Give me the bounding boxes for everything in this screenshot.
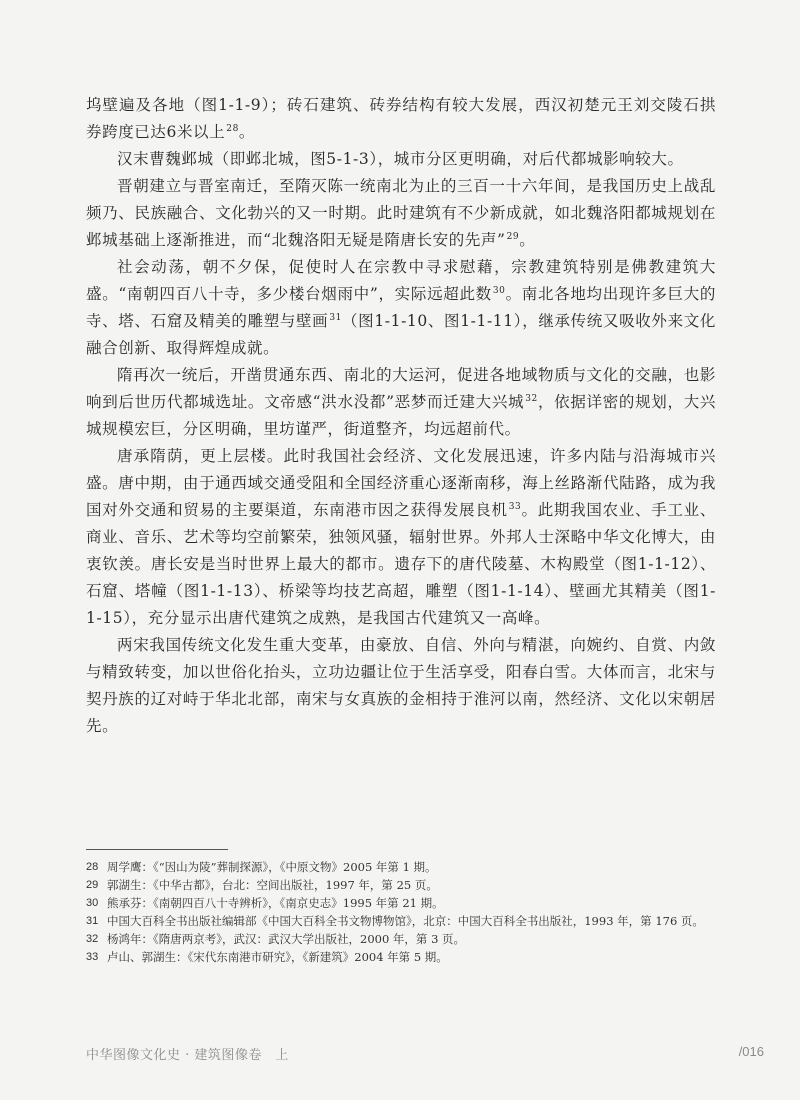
footnote-divider (86, 849, 228, 850)
footnote (86, 948, 716, 966)
paragraph (86, 443, 716, 632)
paragraph-text: 唐承隋荫，更上层楼。此时我国社会经济、文化发展迅速，许多内陆与沿海城市兴盛。唐中期，由于通西域交通受阻和全国经济重心逐渐南移，海上丝路渐代陆路，成为我国对外交通和贸易的主要渠道，东南港市因之获得发展良机 (86, 447, 716, 519)
footnote-number: 31 (86, 915, 99, 927)
footnote-text: 郭湖生：《中华古都》，台北：空间出版社，1997 年，第 25 页。 (107, 878, 438, 892)
paragraph (86, 173, 716, 254)
paragraph (86, 92, 716, 146)
running-footer-title: 中华图像文化史 · 建筑图像卷 上 (86, 1048, 289, 1063)
paragraph-text: 社会动荡，朝不夕保，促使时人在宗教中寻求慰藉，宗教建筑特别是佛教建筑大盛。“南朝四百八十寺，多少楼台烟雨中”，实际远超此数 (86, 258, 716, 303)
paragraph-text: 。此期我国农业、手工业、商业、音乐、艺术等均空前繁荣，独领风骚，辐射世界。外邦人士深略中华文化博大，由衷钦羡。唐长安是当时世界上最大的都市。遗存下的唐代陵墓、木构殿堂（图1-1-12）、石窟、塔幢（图1-1-13）、桥梁等均技艺高超，雕塑（图1-1-14）、壁画尤其精美（图1-1-15），充分显示出唐代建筑之成熟，是我国古代建筑又一高峰。 (86, 501, 716, 627)
paragraph-text: 。 (238, 123, 256, 141)
paragraph-text: 。南北各地均出现许多巨大的寺、塔、石窟及精美的雕塑与壁画 (86, 285, 716, 330)
footnote-text: 卢山、郭湖生：《宋代东南港市研究》，《新建筑》2004 年第 5 期。 (107, 950, 448, 964)
body-text (86, 92, 716, 740)
paragraph (86, 146, 716, 173)
paragraph-text: 两宋我国传统文化发生重大变革，由豪放、自信、外向与精湛，向婉约、自赏、内敛与精致转变，加以世俗化抬头，立功边疆让位于生活享受，阳春白雪。大体而言，北宋与契丹族的辽对峙于华北北部，南宋与女真族的金相持于淮河以南，然经济、文化以宋朝居先。 (86, 636, 716, 735)
footnote (86, 858, 716, 876)
paragraph-text: 。 (519, 231, 536, 249)
paragraph-text: （图1-1-10、图1-1-11），继承传统又吸收外来文化融合创新、取得辉煌成就。 (86, 312, 716, 357)
footnote-ref[interactable]: 32 (525, 393, 538, 404)
footnote-ref[interactable]: 30 (492, 285, 506, 296)
paragraph-text: 坞壁遍及各地（图1-1-9）；砖石建筑、砖券结构有较大发展，西汉初楚元王刘交陵石拱券跨度已达6米以上 (86, 96, 716, 141)
footnote-ref[interactable]: 28 (226, 123, 239, 134)
footnote (86, 894, 716, 912)
paragraph (86, 362, 716, 443)
footnote-number: 32 (86, 933, 99, 945)
paragraph (86, 632, 716, 740)
footnote-number: 29 (86, 879, 99, 891)
paragraph-text: 汉末曹魏邺城（即邺北城，图5-1-3），城市分区更明确，对后代都城影响较大。 (117, 150, 684, 168)
footnote-ref[interactable]: 29 (506, 231, 520, 242)
paragraph-text: 隋再次一统后，开凿贯通东西、南北的大运河，促进各地域物质与文化的交融，也影响到后世历代都城选址。文帝感“洪水没都”恶梦而迁建大兴城 (86, 366, 716, 411)
footnote-number: 33 (86, 951, 99, 963)
paragraph-text: ，依据详密的规划，大兴城规模宏巨，分区明确，里坊谨严，街道整齐，均远超前代。 (86, 393, 716, 438)
page-number: /016 (738, 1044, 764, 1059)
footnote-text: 中国大百科全书出版社编辑部《中国大百科全书文物博物馆》，北京：中国大百科全书出版社，1993 年，第 176 页。 (107, 914, 704, 928)
footnote (86, 876, 716, 894)
footnote-ref[interactable]: 33 (508, 501, 522, 512)
paragraph (86, 254, 716, 362)
footnote-text: 周学鹰：《“因山为陵”葬制探源》，《中原文物》2005 年第 1 期。 (107, 860, 437, 874)
footnote (86, 930, 716, 948)
footnote-number: 30 (86, 897, 99, 909)
footnote (86, 912, 716, 930)
footnote-text: 熊承芬：《南朝四百八十寺辨析》，《南京史志》1995 年第 21 期。 (107, 896, 444, 910)
footnote-text: 杨鸿年：《隋唐两京考》，武汉：武汉大学出版社，2000 年，第 3 页。 (107, 932, 466, 946)
paragraph-text: 晋朝建立与晋室南迁，至隋灭陈一统南北为止的三百一十六年间，是我国历史上战乱频乃、民族融合、文化勃兴的又一时期。此时建筑有不少新成就，如北魏洛阳都城规划在邺城基础上逐渐推进，而“北魏洛阳无疑是隋唐长安的先声” (86, 177, 716, 249)
footnotes (86, 858, 716, 966)
footnote-number: 28 (86, 861, 99, 873)
footnote-ref[interactable]: 31 (329, 312, 342, 323)
